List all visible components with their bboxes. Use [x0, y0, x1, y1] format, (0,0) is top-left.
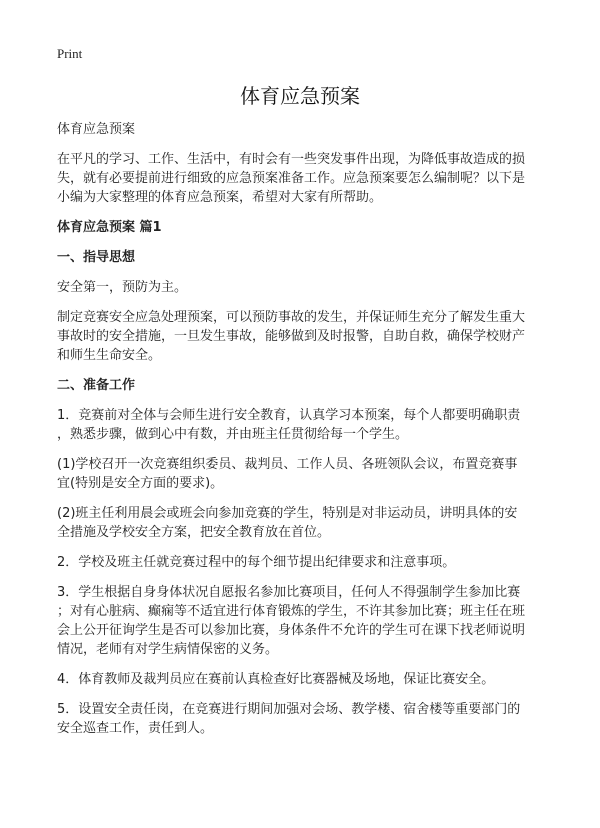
text-line: 二、准备工作 — [57, 378, 136, 393]
text-line: (1)学校召开一次竞赛组织委员、裁判员、工作人员、各班领队会议，布置竞赛事 — [57, 457, 518, 472]
text-line: 小编为大家整理的体育应急预案，希望对大家有所帮助。 — [57, 190, 383, 205]
paragraph — [57, 308, 557, 365]
text-line: 和师生生命安全。 — [57, 348, 162, 363]
text-line: 宜(特别是安全方面的要求)。 — [57, 476, 224, 491]
text-line: 安全第一，预防为主。 — [57, 280, 188, 295]
text-line: 3．学生根据自身身体状况自愿报名参加比赛项目，任何人不得强制学生参加比赛 — [57, 585, 521, 600]
text-line: 失，就有必要提前进行细致的应急预案准备工作。应急预案要怎么编制呢？以下是 — [57, 171, 526, 186]
paragraph — [57, 406, 557, 444]
paragraph — [57, 278, 557, 297]
paragraph — [57, 504, 557, 542]
page-title: 体育应急预案 — [240, 84, 360, 108]
text-line: 在平凡的学习、工作、生活中，有时会有一些突发事件出现，为降低事故造成的损 — [57, 152, 526, 167]
paragraph — [57, 583, 557, 659]
text-line: (2)班主任利用晨会或班会向参加竞赛的学生，特别是对非运动员，讲明具体的安 — [57, 506, 518, 521]
paragraph — [57, 455, 557, 493]
text-line: ，熟悉步骤，做到心中有数，并由班主任贯彻给每一个学生。 — [57, 427, 409, 442]
paragraph — [57, 700, 557, 738]
section-heading — [57, 376, 557, 395]
paragraph — [57, 150, 557, 207]
text-line: 5．设置安全责任岗，在竞赛进行期间加强对会场、教学楼、宿舍楼等重要部门的 — [57, 702, 521, 717]
text-line: 制定竞赛安全应急处理预案，可以预防事故的发生，并保证师生充分了解发生重大 — [57, 310, 526, 325]
section-heading — [57, 218, 557, 237]
text-line: 体育应急预案 篇1 — [57, 220, 162, 235]
text-line: ；对有心脏病、癫痫等不适宜进行体育锻炼的学生，不许其参加比赛；班主任在班 — [57, 604, 526, 619]
paragraph — [57, 670, 557, 689]
text-line: 一、指导思想 — [57, 250, 136, 265]
section-heading — [57, 248, 557, 267]
paragraph — [57, 120, 557, 139]
paragraph — [57, 553, 557, 572]
text-line: 事故时的安全措施，一旦发生事故，能够做到及时报警，自助自救，确保学校财产 — [57, 329, 526, 344]
text-line: 4．体育教师及裁判员应在赛前认真检查好比赛器械及场地，保证比赛安全。 — [57, 672, 495, 687]
print-link[interactable]: Print — [57, 46, 83, 61]
text-line: 体育应急预案 — [57, 122, 136, 137]
text-line: 安全巡查工作，责任到人。 — [57, 721, 214, 736]
article-body — [57, 120, 557, 749]
text-line: 2．学校及班主任就竞赛过程中的每个细节提出纪律要求和注意事项。 — [57, 555, 456, 570]
text-line: 1．竞赛前对全体与会师生进行安全教育，认真学习本预案，每个人都要明确职责 — [57, 408, 521, 423]
text-line: 情况，老师有对学生病情保密的义务。 — [57, 642, 279, 657]
text-line: 会上公开征询学生是否可以参加比赛，身体条件不允许的学生可在课下找老师说明 — [57, 623, 526, 638]
text-line: 全措施及学校安全方案，把安全教育放在首位。 — [57, 525, 331, 540]
